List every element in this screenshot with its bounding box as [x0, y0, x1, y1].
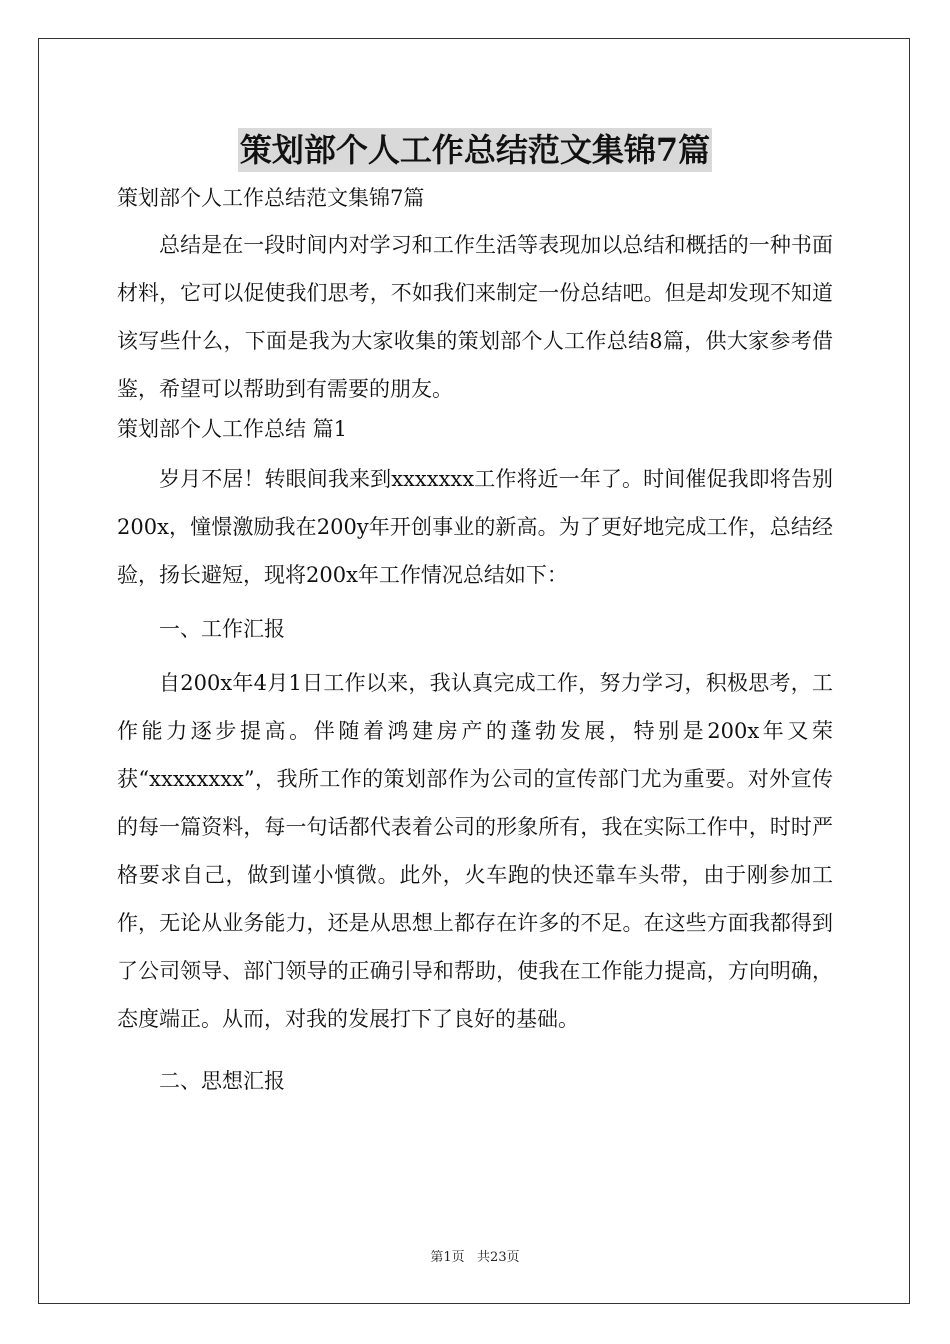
document-title-wrap — [0, 128, 950, 172]
page-footer — [0, 1246, 950, 1265]
paragraph-1: 岁月不居！转眼间我来到xxxxxxx工作将近一年了。时间催促我即将告别200x，憧憬激励我在200y年开创事业的新高。为了更好地完成工作，总结经验，扬长避短，现将200x年工作情况总结如下： — [117, 467, 833, 587]
document-body — [117, 180, 833, 1105]
document-subtitle: 策划部个人工作总结范文集锦7篇 — [117, 186, 425, 210]
paragraph-2: 自200x年4月1日工作以来，我认真完成工作，努力学习，积极思考，工作能力逐步提高。伴随着鸿建房产的蓬勃发展，特别是200x年又荣获“xxxxxxxx”，我所工作的策划部作为公司的宣传部门尤为重要。对外宣传的每一篇资料，每一句话都代表着公司的形象所有，我在实际工作中，时时严格要求自己，做到谨小慎微。此外，火车跑的快还靠车头带，由于刚参加工作，无论从业务能力，还是从思想上都存在许多的不足。在这些方面我都得到了公司领导、部门领导的正确引导和帮助，使我在工作能力提高，方向明确，态度端正。从而，对我的发展打下了良好的基础。 — [117, 671, 833, 1031]
heading-work-report: 一、工作汇报 — [159, 617, 285, 641]
heading-thought-report: 二、思想汇报 — [159, 1069, 285, 1093]
section-title: 策划部个人工作总结 篇1 — [117, 417, 348, 441]
document-title: 策划部个人工作总结范文集锦7篇 — [238, 128, 712, 172]
page-number: 第1页 共23页 — [430, 1250, 520, 1265]
intro-paragraph: 总结是在一段时间内对学习和工作生活等表现加以总结和概括的一种书面材料，它可以促使我们思考，不如我们来制定一份总结吧。但是却发现不知道该写些什么，下面是我为大家收集的策划部个人工作总结8篇，供大家参考借鉴，希望可以帮助到有需要的朋友。 — [117, 233, 833, 401]
